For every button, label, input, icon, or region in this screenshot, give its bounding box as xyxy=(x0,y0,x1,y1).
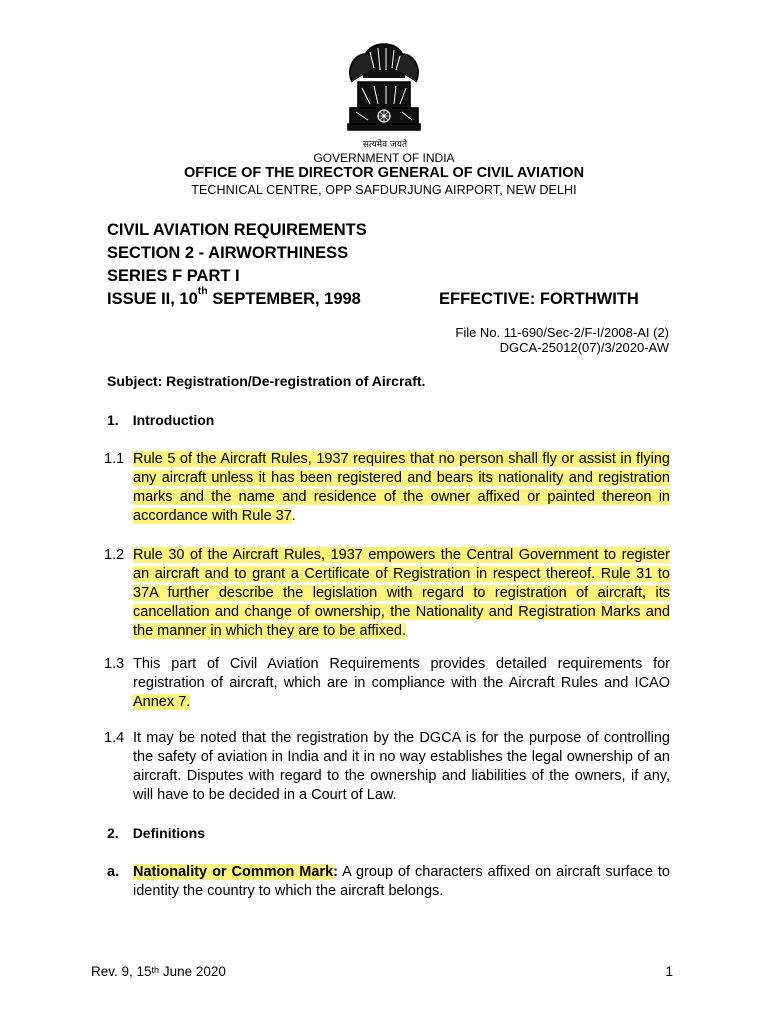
issue-suffix: SEPTEMBER, 1998 xyxy=(207,290,361,308)
paragraph-number: 1.4 xyxy=(104,730,125,746)
car-issue xyxy=(107,285,361,309)
section-number: 2. xyxy=(107,825,119,841)
definition-letter: a. xyxy=(107,864,120,880)
section-title: Introduction xyxy=(132,412,215,428)
emblem-motto: सत्यमेव जयते xyxy=(362,140,408,150)
paragraph-number: 1.3 xyxy=(104,656,125,672)
section-heading-definitions xyxy=(107,825,205,842)
page-number: 1 xyxy=(665,964,673,979)
paragraph-1-2 xyxy=(104,546,670,641)
car-title: CIVIL AVIATION REQUIREMENTS xyxy=(107,221,367,239)
car-section: SECTION 2 - AIRWORTHINESS xyxy=(107,244,349,262)
definition-colon: : xyxy=(333,864,338,880)
highlighted-text: Annex 7. xyxy=(133,694,191,710)
dgca-reference: DGCA-25012(07)/3/2020-AW xyxy=(499,340,669,355)
highlighted-text: Rule 5 of the Aircraft Rules, 1937 requires that no person shall fly or assist in flying any aircraft unless it has been registered and bears its nationality and registration marks and the name and residence of the owner affixed or painted thereon in accordance with Rule 37 xyxy=(133,451,670,524)
paragraph-text: This part of Civil Aviation Requirements provides detailed requirements for registration of aircraft, which are in compliance with the Aircraft Rules and ICAO xyxy=(133,656,670,691)
national-emblem-icon xyxy=(324,38,444,150)
paragraph-1-4 xyxy=(104,729,670,805)
file-number: File No. 11-690/Sec-2/F-I/2008-AI (2) xyxy=(455,325,669,340)
revision-superscript: th xyxy=(151,965,160,975)
issue-superscript: th xyxy=(197,285,208,297)
definition-text: A group of characters affixed on aircraft surface to identity the country to which the aircraft belongs. xyxy=(133,864,670,899)
paragraph-number: 1.2 xyxy=(104,547,125,563)
section-number: 1. xyxy=(107,412,119,428)
subject-line: Subject: Registration/De-registration of Aircraft. xyxy=(107,373,426,389)
paragraph-text: . xyxy=(291,508,296,524)
revision-prefix: Rev. 9, 15 xyxy=(91,964,152,979)
definition-a xyxy=(104,863,670,901)
car-series: SERIES F PART I xyxy=(107,267,240,285)
paragraph-1-3 xyxy=(104,655,670,712)
office-title: OFFICE OF THE DIRECTOR GENERAL OF CIVIL AVIATION xyxy=(183,165,585,181)
issue-prefix: ISSUE II, 10 xyxy=(107,290,198,308)
highlighted-text: Rule 30 of the Aircraft Rules, 1937 empowers the Central Government to register an aircraft and to grant a Certificate of Registration in respect thereof. Rule 31 to 37A further describe the legislation with regard to registration of aircraft, its cancellation and change of ownership, the Nationality and Registration Marks and the manner in which they are to be affixed. xyxy=(133,547,670,639)
revision-footer xyxy=(91,964,226,980)
paragraph-1-1 xyxy=(104,450,670,526)
section-title: Definitions xyxy=(132,825,206,841)
revision-suffix: June 2020 xyxy=(159,964,226,979)
section-heading-introduction xyxy=(107,412,214,429)
definition-term: Nationality or Common Mark xyxy=(133,864,334,880)
paragraph-number: 1.1 xyxy=(104,451,125,467)
paragraph-text: It may be noted that the registration by the DGCA is for the purpose of controlling the safety of aviation in India and it in no way establishes the legal ownership of an aircraft. Disputes with regard to the ownership and liabilities of the owners, if any, will have to be decided in a Court of Law. xyxy=(133,730,670,803)
car-effective: EFFECTIVE: FORTHWITH xyxy=(439,290,639,308)
office-address: TECHNICAL CENTRE, OPP SAFDURJUNG AIRPORT, NEW DELHI xyxy=(191,183,577,197)
government-line: GOVERNMENT OF INDIA xyxy=(313,151,455,165)
